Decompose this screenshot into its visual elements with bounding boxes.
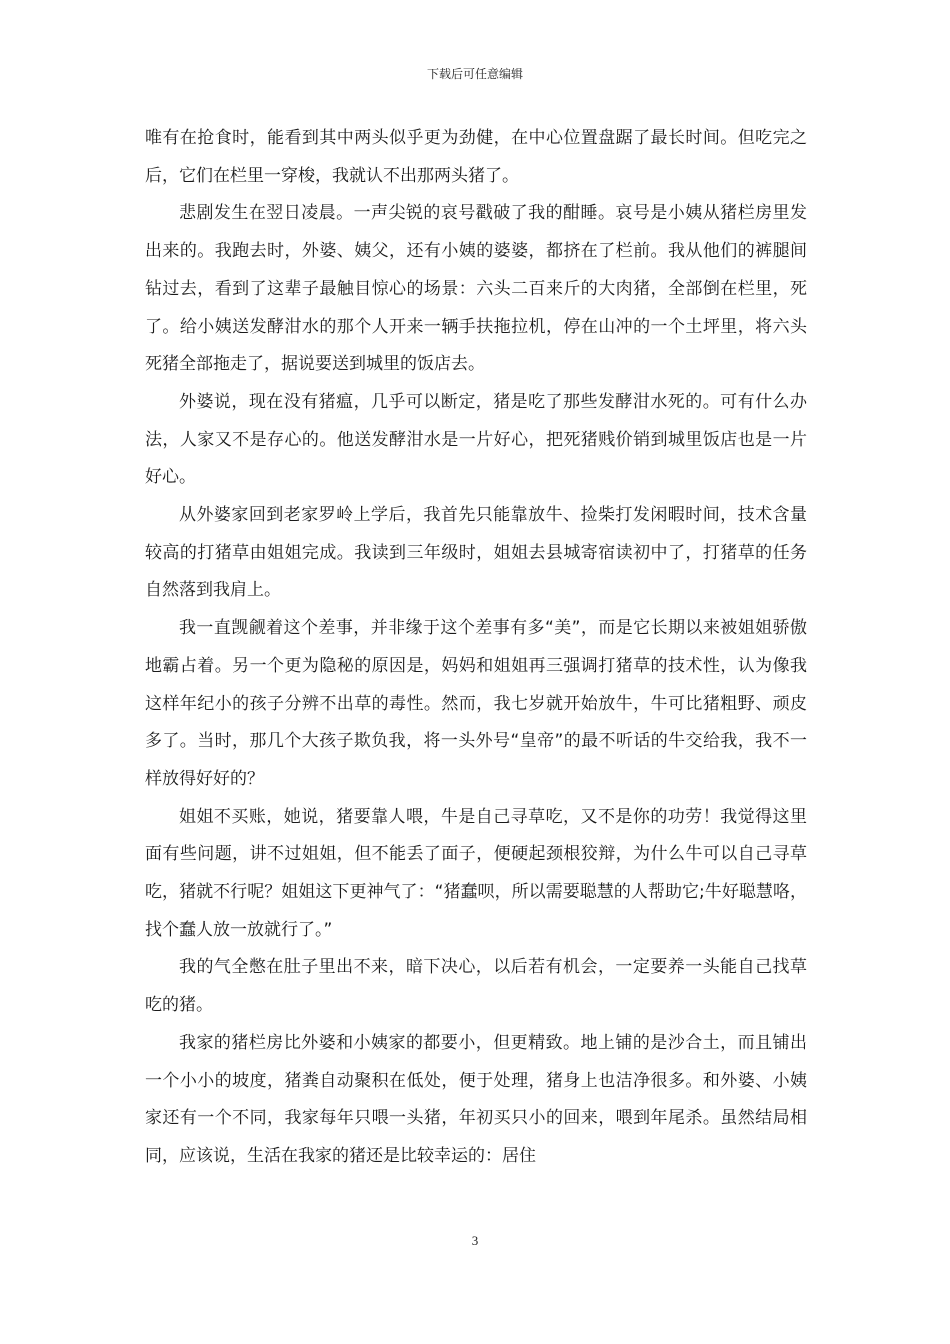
paragraph-2: 悲剧发生在翌日凌晨。一声尖锐的哀号戳破了我的酣睡。哀号是小姨从猪栏房里发出来的。我跑去时，外婆、姨父，还有小姨的婆婆，都挤在了栏前。我从他们的裤腿间钻过去，看到了这辈子最触目惊心的场景：六头二百来斤的大肉猪，全部倒在栏里，死了。给小姨送发酵泔水的那个人开来一辆手扶拖拉机，停在山冲的一个土坪里，将六头死猪全部拖走了，据说要送到城里的饭店去。 <box>145 203 807 375</box>
page-number: 3 <box>471 1233 479 1248</box>
paragraph-4: 从外婆家回到老家罗岭上学后，我首先只能靠放牛、捡柴打发闲暇时间，技术含量较高的打猪草由姐姐完成。我读到三年级时，姐姐去县城寄宿读初中了，打猪草的任务自然落到我肩上。 <box>145 505 807 601</box>
paragraph-8: 我家的猪栏房比外婆和小姨家的都要小，但更精致。地上铺的是沙合土，而且铺出一个小小的坡度，猪粪自动聚积在低处，便于处理，猪身上也洁净很多。和外婆、小姨家还有一个不同，我家每年只喂一头猪，年初买只小的回来，喂到年尾杀。虽然结局相同，应该说，生活在我家的猪还是比较幸运的：居住 <box>145 1032 807 1166</box>
paragraph-1: 唯有在抢食时，能看到其中两头似乎更为劲健，在中心位置盘踞了最长时间。但吃完之后，它们在栏里一穿梭，我就认不出那两头猪了。 <box>145 128 807 186</box>
paragraph-3: 外婆说，现在没有猪瘟，几乎可以断定，猪是吃了那些发酵泔水死的。可有什么办法，人家又不是存心的。他送发酵泔水是一片好心，把死猪贱价销到城里饭店也是一片好心。 <box>145 391 807 488</box>
paragraph-7: 我的气全憋在肚子里出不来，暗下决心，以后若有机会，一定要养一头能自己找草吃的猪。 <box>145 957 807 1016</box>
paragraph-5: 我一直觊觎着这个差事，并非缘于这个差事有多“美”，而是它长期以来被姐姐骄傲地霸占着。另一个更为隐秘的原因是，妈妈和姐姐再三强调打猪草的技术性，认为像我这样年纪小的孩子分辨不出草的毒性。然而，我七岁就开始放牛，牛可比猪粗野、顽皮多了。当时，那几个大孩子欺负我，将一头外号“皇帝”的最不听话的牛交给我，我不一样放得好好的？ <box>145 618 807 789</box>
page-header: 下载后可任意编辑 <box>426 67 523 81</box>
body-text <box>145 120 807 1176</box>
paragraph-6: 姐姐不买账，她说，猪要靠人喂，牛是自己寻草吃，又不是你的功劳！我觉得这里面有些问题，讲不过姐姐，但不能丢了面子，便硬起颈根狡辩，为什么牛可以自己寻草吃，猪就不行呢？姐姐这下更神气了：“猪蠢呗，所以需要聪慧的人帮助它;牛好聪慧咯，找个蠢人放一放就行了。” <box>145 806 807 940</box>
